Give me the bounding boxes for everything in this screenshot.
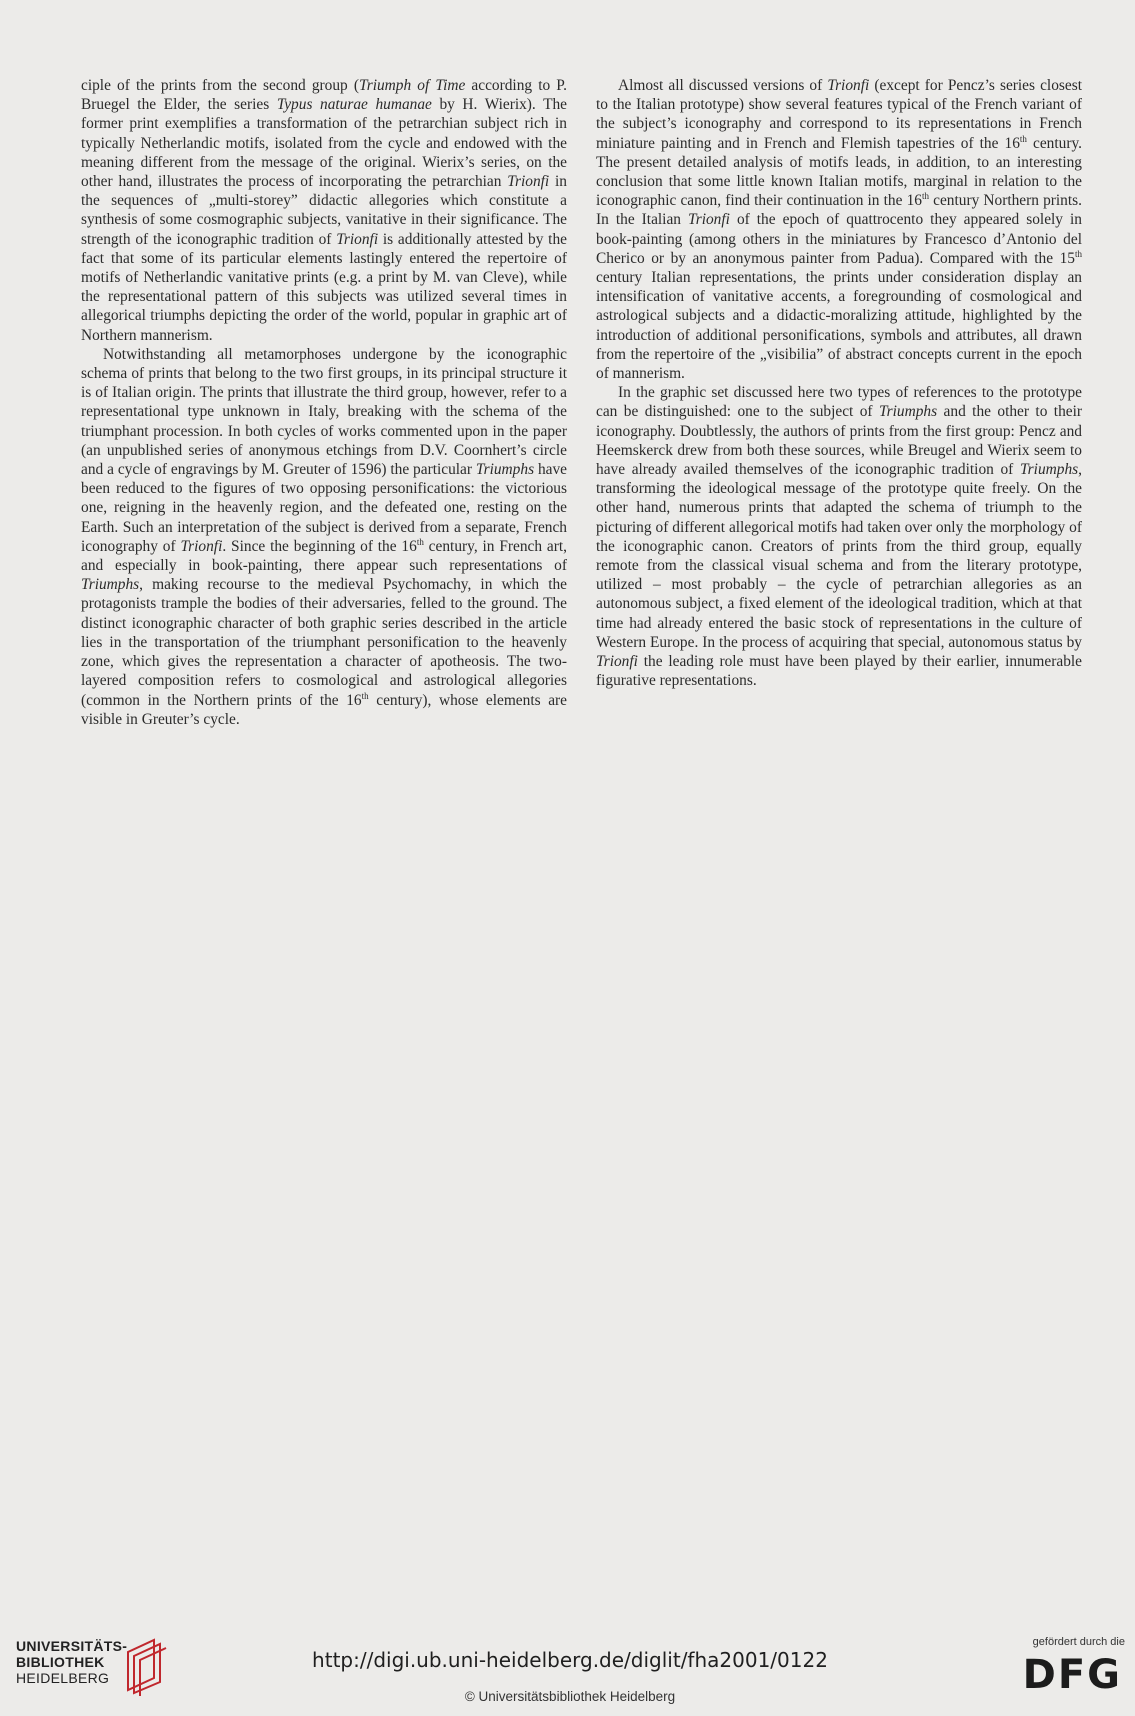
funder-block [1000,1636,1125,1706]
left-text-column [81,76,567,729]
paragraph: Notwithstanding all metamorphoses undergone by the iconographic schema of prints that belong to the two first groups, in its principal structure it is of Italian origin. The prints that illustrate the third group, however, refer to a representational type unknown in Italy, breaking with the schema of the triumphant procession. In both cycles of works commented upon in the paper (an unpublished series of anonymous etchings from D.V. Coornhert’s circle and a cycle of engravings by M. Greuter of 1596) the particular Triumphs have been reduced to the figures of two opposing personifications: the victorious one, reigning in the heavenly region, and the defeated one, resting on the Earth. Such an interpretation of the subject is derived from a separate, French iconography of Trionfi. Since the beginning of the 16th century, in French art, and especially in book-painting, there appear such representations of Triumphs, making recourse to the medieval Psychomachy, in which the protagonists trample the bodies of their adversaries, felled to the ground. The distinct iconographic character of both graphic series described in the article lies in the transportation of the triumphant personification to the heavenly zone, which gives the representation a character of apotheosis. The two-layered composition refers to cosmological and astrological allegories (common in the Northern prints of the 16th century), whose elements are visible in Greuter’s cycle. [81,345,567,728]
library-name: UNIVERSITÄTS- BIBLIOTHEK HEIDELBERG [16,1638,128,1686]
paragraph: In the graphic set discussed here two types of references to the prototype can be distinguished: one to the subject of Triumphs and the other to their iconography. Doubtlessly, the authors of prints from the first group: Pencz and Heemskerck drew from both these sources, while Breugel and Wierix seem to have already availed themselves of the iconographic tradition of Triumphs, transforming the ideological message of the prototype quite freely. On the other hand, numerous prints that adapted the schema of triumph to the picturing of different allegorical motifs had taken over only the morphology of the iconographic canon. Creators of prints from the third group, equally remote from the classical visual schema and from the literary prototype, utilized – most probably – the cycle of petrarchian allegories as an autonomous subject, a fixed element of the ideological tradition, which at that time had already entered the basic stock of representations in the culture of Western Europe. In the process of acquiring that special, autonomous status by Trionfi the leading role must have been played by their earlier, innumerable figurative representations. [596,384,1083,690]
paragraph: ciple of the prints from the second group (Triumph of Time according to P. Bruegel the Elder, the series Typus naturae humanae by H. Wierix). The former print exemplifies a transformation of the petrarchian subject rich in typically Netherlandic motifs, isolated from the cycle and endowed with the meaning different from the message of the original. Wierix’s series, on the other hand, illustrates the process of incorporating the petrarchian Trionfi in the sequences of „multi-storey” didactic allegories which constitute a synthesis of some cosmographic subjects, vanitative in their significance. The strength of the iconographic tradition of Trionfi is additionally attested by the fact that some of its particular elements lastingly entered the repertoire of motifs of Netherlandic vanitative prints (e.g. a print by M. van Cleve), while the representational pattern of this subjects was utilized several times in allegorical triumphs depicting the order of the world, popular in graphic art of Northern mannerism. [81,77,568,344]
paragraph: Almost all discussed versions of Trionfi (except for Pencz’s series closest to the Italian prototype) show several features typical of the French variant of the subject’s iconography and correspond to its representations in French miniature painting and in French and Flemish tapestries of the 16th century. The present detailed analysis of motifs leads, in addition, to an interesting conclusion that some little known Italian motifs, marginal in relation to the iconographic canon, find their continuation in the 16th century Northern prints. In the Italian Trionfi of the epoch of quattrocento they appeared solely in book-painting (among others in the miniatures by Francesco d’Antonio del Cherico or by an anonymous painter from Padua). Compared with the 15th century Italian representations, the prints under consideration display an intensification of vanitative accents, a foregrounding of cosmological and astrological subjects and a didactic-moralizing attitude, highlighted by the introduction of additional personifications, symbols and attributes, all drawn from the repertoire of the „visibilia” of abstract concepts current in the epoch of mannerism. [596,77,1082,383]
permalink-url[interactable]: http://digi.ub.uni-heidelberg.de/diglit/fha2001/0122 [312,1648,828,1672]
dfg-logo[interactable]: DFG [1022,1652,1122,1698]
digitization-footer [0,1616,1135,1716]
copyright-notice: © Universitätsbibliothek Heidelberg [464,1689,676,1704]
library-logo[interactable] [16,1638,166,1698]
funding-caption: gefördert durch die [1032,1636,1125,1648]
ub-heidelberg-logo-icon [116,1638,176,1698]
right-text-column [596,76,1082,691]
